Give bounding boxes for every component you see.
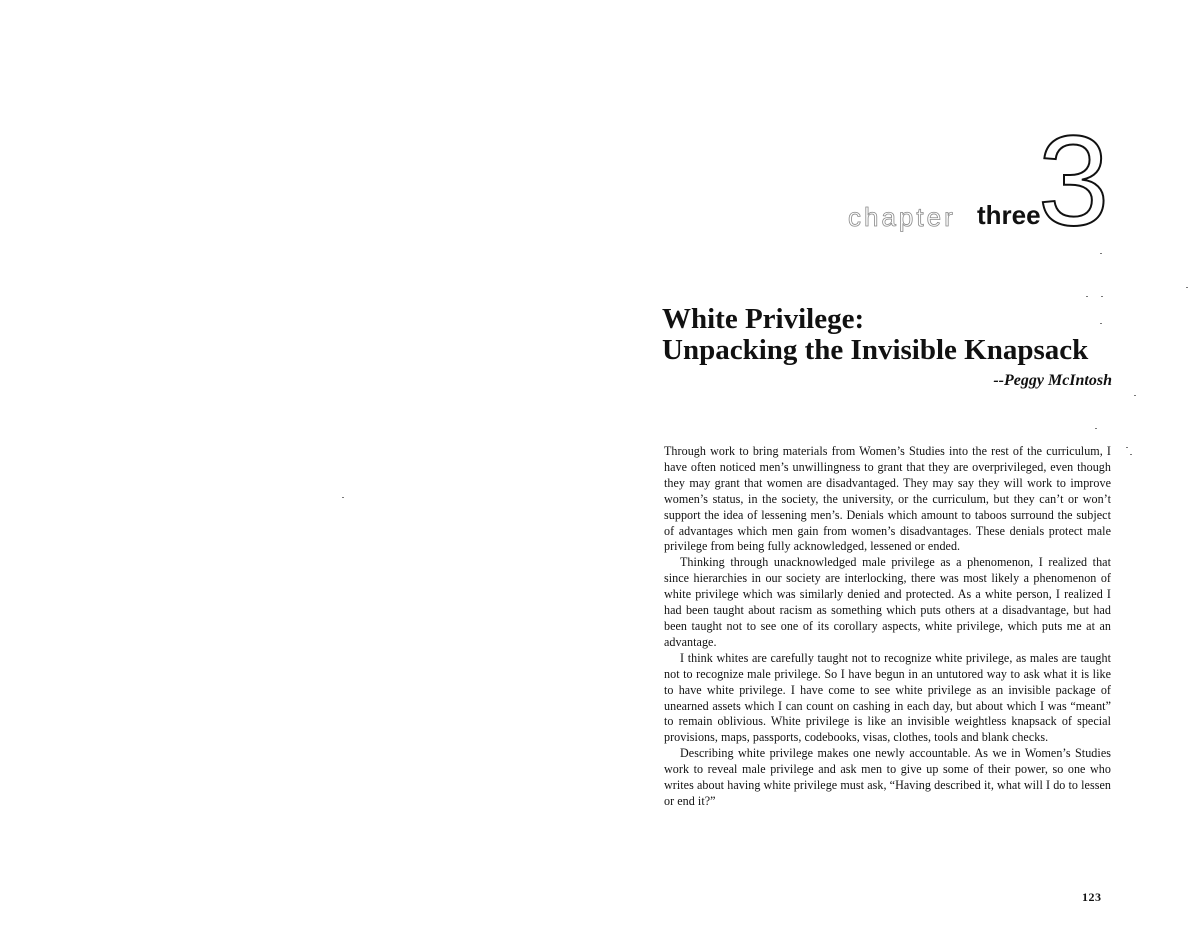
- paragraph-4: Describing white privilege makes one newly accountable. As we in Women’s Studies work to reveal male privilege and ask men to give up some of their power, so one who writes about having white privilege must ask, “Having described it, what will I do to lessen or end it?”: [664, 746, 1111, 808]
- article-title-line-1: White Privilege:: [662, 303, 865, 335]
- paragraph-1: Through work to bring materials from Women’s Studies into the rest of the curriculum, I have often noticed men’s unwillingness to grant that they are overprivileged, even though they may grant that women are disadvantaged. They may say they will work to improve women’s status, in the society, the university, or the curriculum, but they can’t or won’t support the idea of lessening men’s. Denials which amount to taboos surround the subject of advantages which men gain from women’s disadvantages. These denials protect male privilege from being fully acknowledged, lessened or ended.: [664, 444, 1111, 554]
- chapter-word: three: [977, 200, 1041, 230]
- scan-speck: [1126, 447, 1128, 448]
- page-number: 123: [1082, 890, 1102, 904]
- chapter-numeral: 3: [1038, 110, 1110, 253]
- chapter-heading: [840, 110, 1140, 253]
- scan-speck: [1186, 287, 1188, 288]
- scan-speck: [342, 497, 344, 498]
- scan-speck: [1100, 323, 1102, 324]
- paragraph-3: I think whites are carefully taught not to recognize white privilege, as males are taught not to recognize male privilege. So I have begun in an untutored way to ask what it is like to have white privilege. I have come to see white privilege as an invisible package of unearned assets which I can count on cashing in each day, but about which I was “meant” to remain oblivious. White privilege is like an invisible weightless knapsack of special provisions, maps, passports, codebooks, visas, clothes, tools and blank checks.: [664, 650, 1111, 745]
- chapter-label: chapter: [848, 202, 956, 232]
- scan-speck: [1100, 253, 1102, 254]
- article-title-block: [662, 304, 1114, 390]
- scan-speck: [1086, 296, 1088, 297]
- paragraph-2: Thinking through unacknowledged male privilege as a phenomenon, I realized that since hierarchies in our society are interlocking, there was most likely a phenomenon of white privilege which was similarly denied and protected. As a white person, I realized I had been taught about racism as something which puts others at a disadvantage, but had been taught not to see one of its corollary aspects, white privilege, which puts me at an advantage.: [664, 555, 1111, 649]
- scan-speck: [1095, 428, 1097, 429]
- scan-speck: [1130, 454, 1132, 455]
- article-title-line-2: Unpacking the Invisible Knapsack: [662, 334, 1089, 366]
- author-byline: --Peggy McIntosh: [993, 372, 1112, 389]
- body-text: [664, 444, 1111, 810]
- scan-speck: [1134, 395, 1136, 396]
- scan-speck: [1101, 296, 1103, 297]
